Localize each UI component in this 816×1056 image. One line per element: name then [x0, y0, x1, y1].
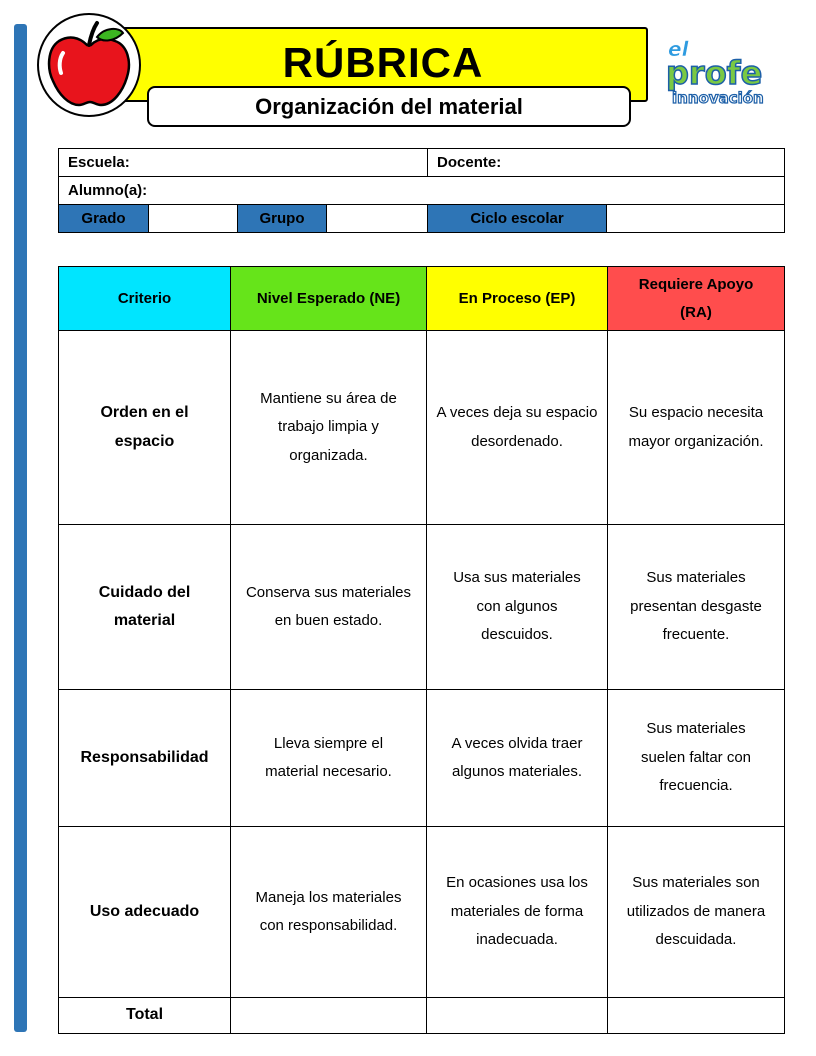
- logo-profe: profe: [666, 54, 763, 92]
- student-info-table: [58, 148, 785, 233]
- header-en-proceso: En Proceso (EP): [427, 267, 608, 331]
- school-label: Escuela:: [68, 154, 130, 171]
- ep-cell: A veces olvida traer algunos materiales.: [427, 690, 608, 827]
- header-criterio: Criterio: [59, 267, 231, 331]
- ra-cell: Sus materiales suelen faltar con frecuencia.: [608, 690, 785, 827]
- ep-cell: Usa sus materiales con algunos descuidos.: [427, 525, 608, 690]
- table-row: [59, 525, 785, 690]
- total-label: Total: [59, 998, 231, 1034]
- total-ra-field[interactable]: [608, 998, 785, 1034]
- grade-field[interactable]: [149, 205, 238, 233]
- ep-cell: En ocasiones usa los materiales de forma inadecuada.: [427, 827, 608, 998]
- total-ep-field[interactable]: [427, 998, 608, 1034]
- ne-cell: Lleva siempre el material necesario.: [231, 690, 427, 827]
- ra-cell: Su espacio necesita mayor organización.: [608, 331, 785, 525]
- criterion-cell: Cuidado del material: [59, 525, 231, 690]
- header-requiere-apoyo: Requiere Apoyo (RA): [608, 267, 785, 331]
- teacher-field[interactable]: [428, 149, 785, 177]
- group-label: Grupo: [238, 205, 327, 233]
- school-field[interactable]: [59, 149, 428, 177]
- ra-cell: Sus materiales son utilizados de manera descuidada.: [608, 827, 785, 998]
- page-title: RÚBRICA: [282, 39, 484, 86]
- cycle-field[interactable]: [607, 205, 785, 233]
- table-row: [59, 331, 785, 525]
- ne-cell: Conserva sus materiales en buen estado.: [231, 525, 427, 690]
- ne-cell: Maneja los materiales con responsabilidad.: [231, 827, 427, 998]
- ra-cell: Sus materiales presentan desgaste frecuente.: [608, 525, 785, 690]
- grade-label: Grado: [59, 205, 149, 233]
- group-field[interactable]: [327, 205, 428, 233]
- logo-el: el: [668, 37, 689, 61]
- table-row: [59, 690, 785, 827]
- cycle-label: Ciclo escolar: [428, 205, 607, 233]
- criterion-cell: Orden en el espacio: [59, 331, 231, 525]
- side-bar: [14, 24, 27, 1032]
- ep-cell: A veces deja su espacio desordenado.: [427, 331, 608, 525]
- criterion-cell: Responsabilidad: [59, 690, 231, 827]
- student-field[interactable]: [59, 177, 785, 205]
- total-row: [59, 998, 785, 1034]
- teacher-label: Docente:: [437, 154, 502, 171]
- student-label: Alumno(a):: [68, 182, 148, 199]
- rubric-table: [58, 266, 785, 1034]
- logo-innovacion: innovación: [672, 89, 764, 107]
- page-subtitle: Organización del material: [147, 86, 631, 127]
- table-row: [59, 827, 785, 998]
- ne-cell: Mantiene su área de trabajo limpia y organizada.: [231, 331, 427, 525]
- total-ne-field[interactable]: [231, 998, 427, 1034]
- apple-icon: [37, 13, 141, 117]
- criterion-cell: Uso adecuado: [59, 827, 231, 998]
- header-nivel-esperado: Nivel Esperado (NE): [231, 267, 427, 331]
- el-profe-logo: [664, 34, 788, 110]
